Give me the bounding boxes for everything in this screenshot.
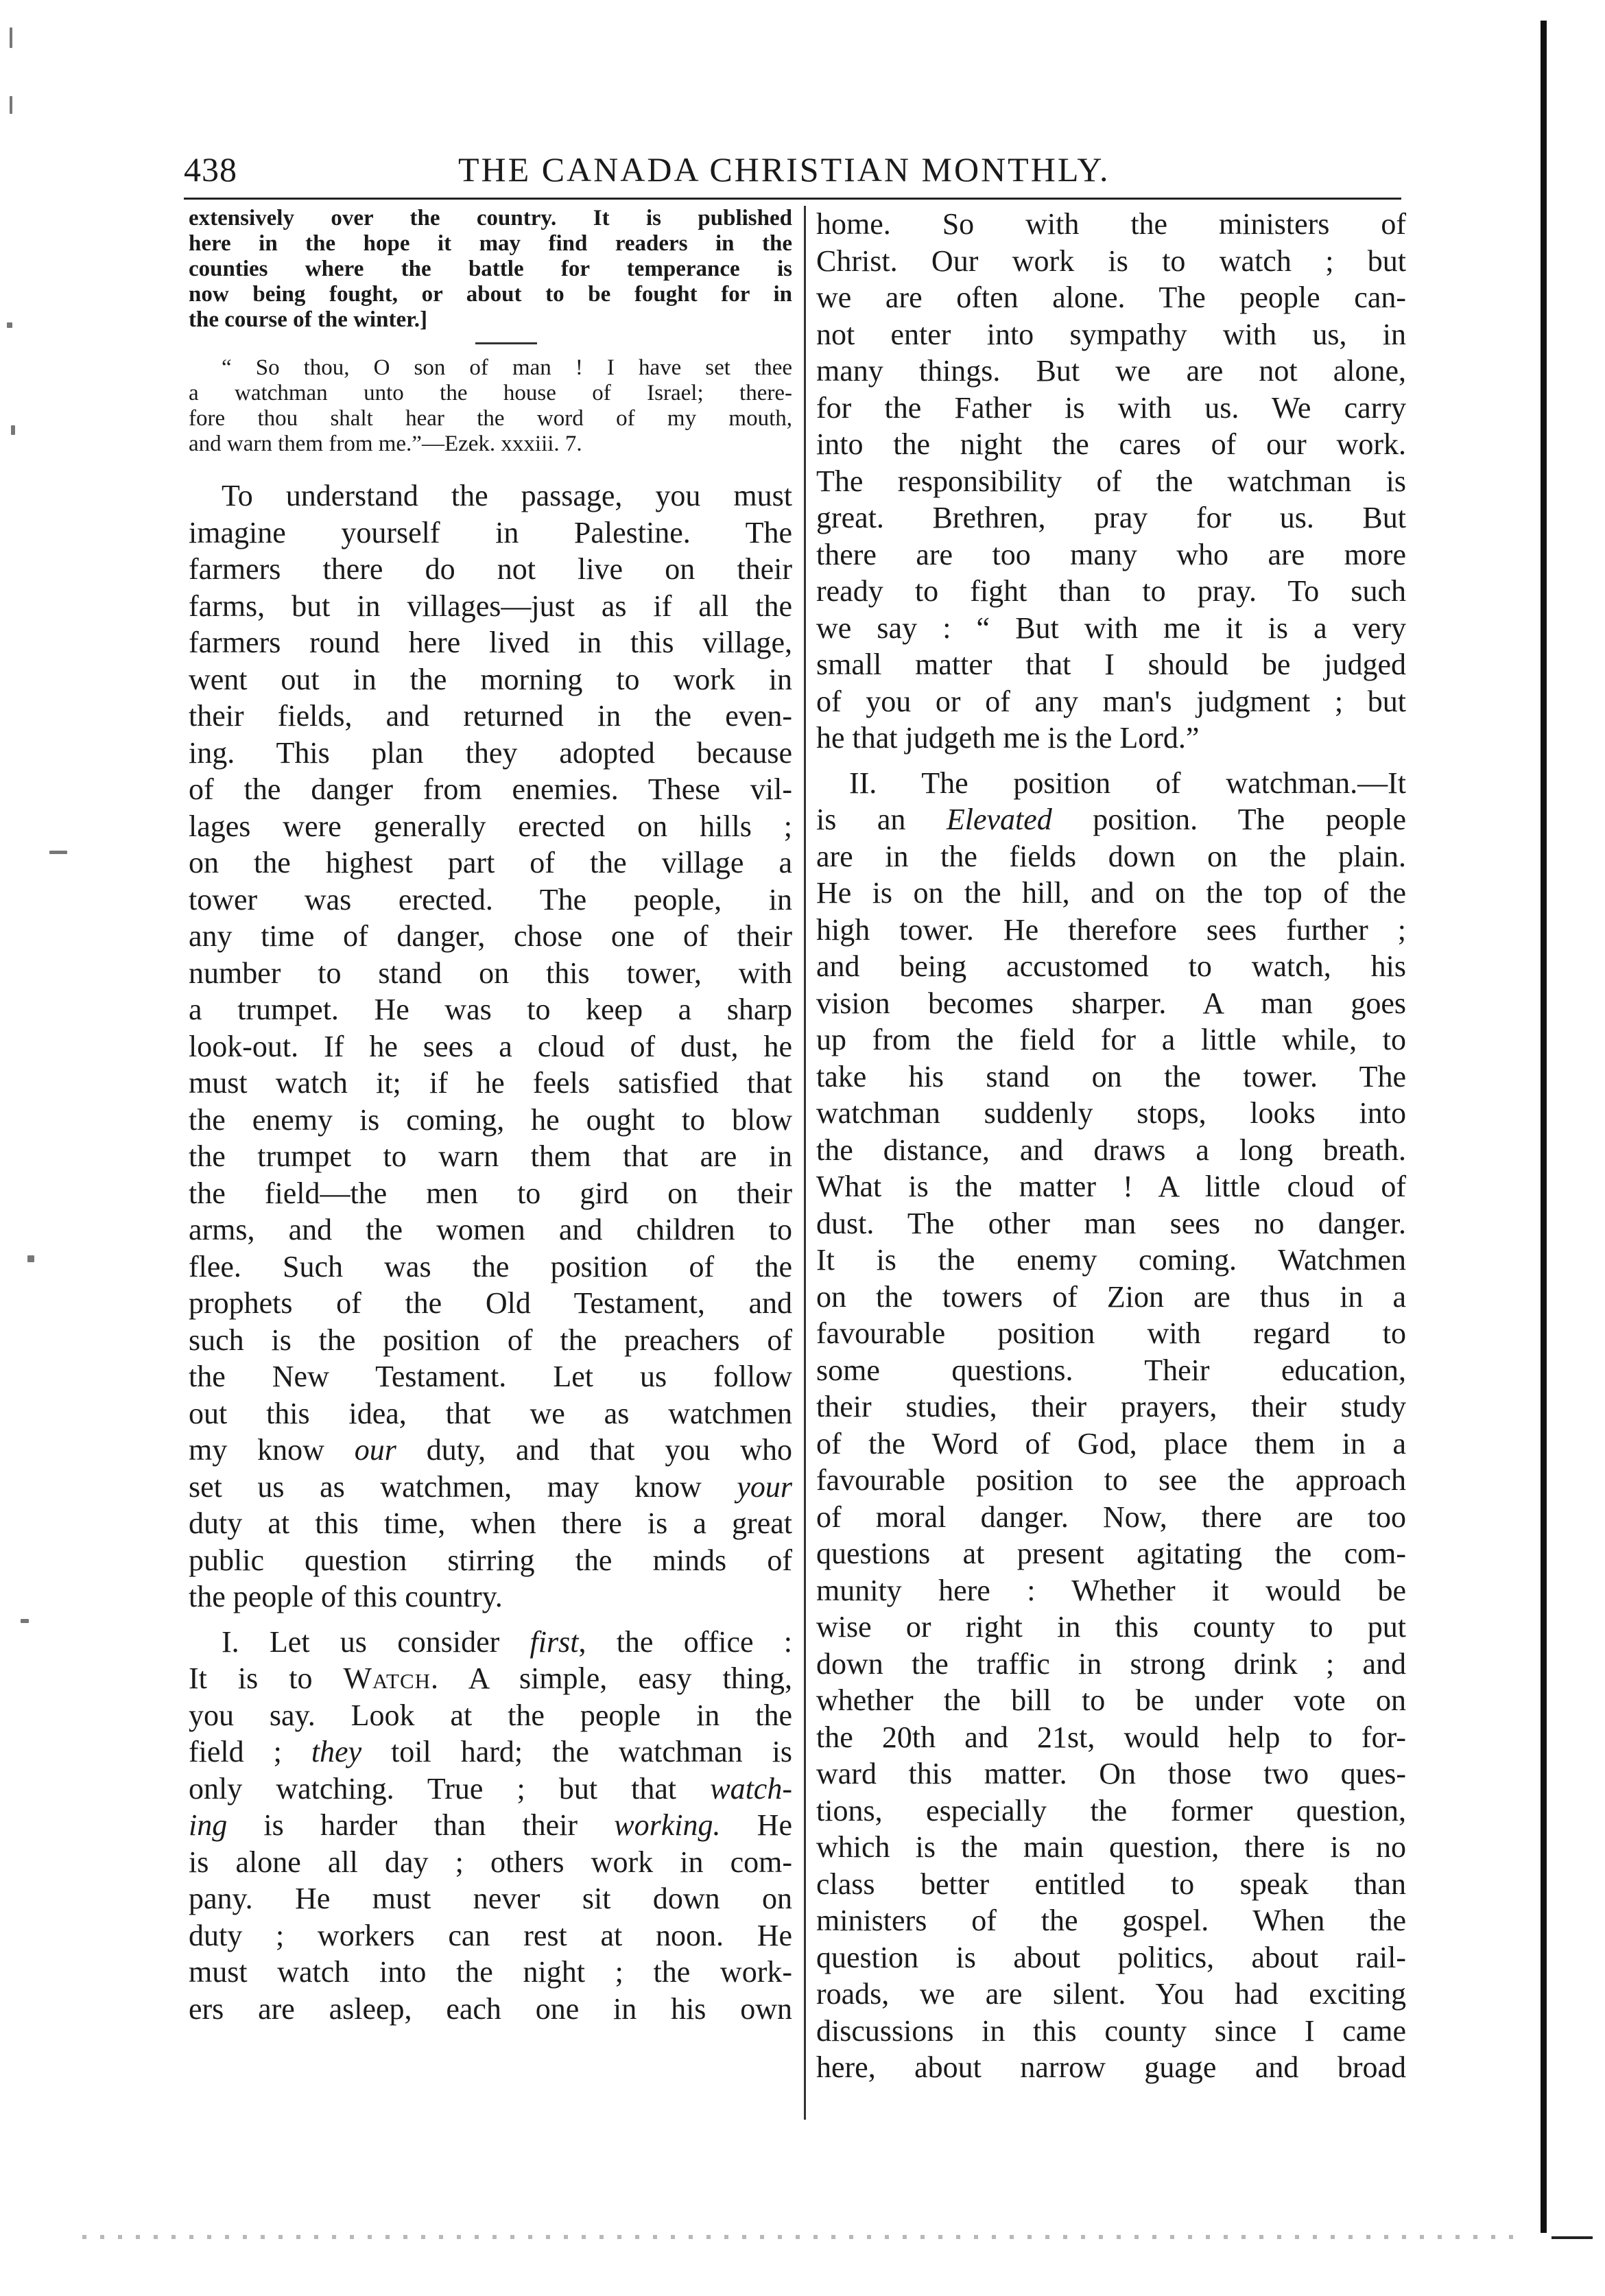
text-line: fore thou shalt hear the word of my mouth,: [189, 406, 792, 431]
text-line: tower was erected. The people, in: [189, 882, 792, 916]
text-line: watchman suddenly stops, looks into: [816, 1096, 1406, 1130]
text-line: farmers there do not live on their: [189, 552, 792, 586]
text-line: wise or right in this county to put: [816, 1610, 1406, 1644]
text-run: duty, and that you who: [396, 1433, 792, 1467]
text-line: the course of the winter.]: [189, 307, 427, 332]
text-line: there are too many who are more: [816, 537, 1406, 571]
paragraph-office: [189, 1624, 792, 2028]
text-line: some questions. Their education,: [816, 1353, 1406, 1387]
text-line: high tower. He therefore sees further ;: [816, 912, 1406, 947]
text-line: [189, 1660, 792, 1697]
italic-word: Elevated: [946, 803, 1052, 836]
text-run: position. The people: [1051, 803, 1406, 836]
text-line: roads, we are silent. You had exciting: [816, 1977, 1406, 2011]
text-line: of the danger from enemies. These vil-: [189, 772, 792, 806]
margin-rule: [1541, 21, 1547, 2233]
text-line: up from the field for a little while, to: [816, 1023, 1406, 1056]
text-line: of you or of any man's judgment ; but: [816, 684, 1406, 718]
text-line: out this idea, that we as watchmen: [189, 1396, 792, 1430]
text-line: ing. This plan they adopted because: [189, 735, 792, 770]
text-line: class better entitled to speak than: [816, 1867, 1406, 1901]
text-run: toil hard; the watchman is: [361, 1735, 792, 1768]
text-line: not enter into sympathy with us, in: [816, 317, 1406, 351]
text-line: ministers of the gospel. When the: [816, 1904, 1406, 1937]
paragraph-position: [816, 765, 1406, 2086]
scan-speck: [11, 425, 15, 435]
italic-word: watch-: [710, 1771, 792, 1806]
header-rule: [184, 198, 1401, 200]
text-line: [189, 1771, 792, 1808]
text-line: ready to fight than to pray. To such: [816, 574, 1406, 608]
text-line: imagine yourself in Palestine. The: [189, 515, 792, 549]
text-line: look-out. If he sees a cloud of dust, he: [189, 1029, 792, 1063]
italic-word: they: [311, 1735, 362, 1768]
text-line: discussions in this county since I came: [816, 2013, 1406, 2048]
scan-speck: [49, 851, 67, 854]
text-line: [189, 1733, 792, 1771]
text-run: , the office :: [578, 1624, 792, 1659]
text-line: we are often alone. The people can-: [816, 281, 1406, 314]
text-line: and warn them from me.”—Ezek. xxxiii. 7.: [189, 431, 582, 456]
bottom-scan-noise: [82, 2235, 1523, 2239]
text-run: is an: [816, 803, 947, 836]
text-line: duty at this time, when there is a great: [189, 1506, 792, 1540]
text-line: small matter that I should be judged: [816, 648, 1406, 681]
section-rule: [475, 342, 537, 344]
text-line: dust. The other man sees no danger.: [816, 1206, 1406, 1240]
text-line: their fields, and returned in the even-: [189, 699, 792, 733]
text-line: the New Testament. Let us follow: [189, 1360, 792, 1393]
text-line: farmers round here lived in this village,: [189, 626, 792, 659]
text-line: question is about politics, about rail-: [816, 1940, 1406, 1974]
text-line: take his stand on the tower. The: [816, 1059, 1406, 1093]
text-line: public question stirring the minds of: [189, 1543, 792, 1577]
scan-speck: [7, 322, 12, 328]
column-rule: [804, 206, 806, 2120]
text-line: [816, 801, 1406, 838]
text-line: for the Father is with us. We carry: [816, 390, 1406, 425]
text-line: the enemy is coming, he ought to blow: [189, 1102, 792, 1137]
scan-speck: [27, 1255, 34, 1262]
paragraph-intro: [189, 477, 792, 1616]
text-line: extensively over the country. It is published: [189, 206, 792, 230]
text-line: whether the bill to be under vote on: [816, 1683, 1406, 1717]
text-line: munity here : Whether it would be: [816, 1573, 1406, 1607]
text-line: [189, 1807, 792, 1844]
text-line: the trumpet to warn them that are in: [189, 1139, 792, 1173]
text-line: their studies, their prayers, their study: [816, 1390, 1406, 1423]
text-line: which is the main question, there is no: [816, 1830, 1406, 1864]
text-line: [189, 1624, 792, 1661]
text-line: down the traffic in strong drink ; and: [816, 1646, 1406, 1681]
text-line: ers are asleep, each one in his own: [189, 1991, 792, 2026]
text-line: He is on the hill, and on the top of the: [816, 876, 1406, 910]
text-line: duty ; workers can rest at noon. He: [189, 1918, 792, 1952]
text-line: such is the position of the preachers of: [189, 1323, 792, 1357]
text-line: favourable position with regard to: [816, 1316, 1406, 1350]
text-line: counties where the battle for temperance is: [189, 257, 792, 281]
small-caps-word: Watch.: [343, 1661, 440, 1695]
text-line: What is the matter ! A little cloud of: [816, 1170, 1406, 1203]
italic-word: ing: [189, 1808, 228, 1842]
text-line: here in the hope it may find readers in the: [189, 231, 792, 256]
text-line: It is the enemy coming. Watchmen: [816, 1243, 1406, 1277]
scan-speck: [21, 1619, 29, 1623]
text-line: a watchman unto the house of Israel; there-: [189, 381, 792, 405]
text-line: of the Word of God, place them in a: [816, 1426, 1406, 1460]
text-line: must watch it; if he feels satisfied that: [189, 1066, 792, 1100]
text-line: a trumpet. He was to keep a sharp: [189, 993, 792, 1026]
text-line: ward this matter. On those two ques-: [816, 1757, 1406, 1790]
text-line: are in the fields down on the plain.: [816, 839, 1406, 873]
text-line: great. Brethren, pray for us. But: [816, 501, 1406, 534]
right-column: [816, 206, 1406, 2086]
text-run: I. Let us consider: [222, 1624, 530, 1659]
text-line: into the night the cares of our work.: [816, 427, 1406, 461]
text-line: prophets of the Old Testament, and: [189, 1286, 792, 1320]
text-line: on the towers of Zion are thus in a: [816, 1279, 1406, 1314]
running-head: THE CANADA CHRISTIAN MONTHLY.: [458, 150, 1110, 189]
text-line: vision becomes sharper. A man goes: [816, 986, 1406, 1020]
text-line: The responsibility of the watchman is: [816, 464, 1406, 498]
text-line: must watch into the night ; the work-: [189, 1955, 792, 1989]
text-run: is harder than their: [227, 1808, 615, 1842]
text-line: the distance, and draws a long breath.: [816, 1133, 1406, 1167]
text-line: lages were generally erected on hills ;: [189, 809, 792, 843]
text-line: of moral danger. Now, there are too: [816, 1500, 1406, 1534]
text-line: here, about narrow guage and broad: [816, 2050, 1406, 2084]
text-line: on the highest part of the village a: [189, 846, 792, 879]
text-line: the people of this country.: [189, 1580, 503, 1613]
text-line: tions, especially the former question,: [816, 1793, 1406, 1827]
text-line: [189, 1469, 792, 1506]
text-run: It is to: [189, 1661, 344, 1695]
text-line: [189, 1432, 792, 1469]
text-line: farms, but in villages—just as if all the: [189, 589, 792, 623]
text-line: To understand the passage, you must: [222, 479, 792, 512]
text-line: pany. He must never sit down on: [189, 1882, 792, 1915]
text-line: the 20th and 21st, would help to for-: [816, 1720, 1406, 1754]
text-line: flee. Such was the position of the: [189, 1249, 792, 1283]
text-line: “ So thou, O son of man ! I have set thee: [222, 355, 792, 380]
text-line: you say. Look at the people in the: [189, 1698, 792, 1732]
text-run: A simple, easy thing,: [439, 1661, 792, 1695]
text-run: only watching. True ; but that: [189, 1771, 711, 1806]
text-line: and being accustomed to watch, his: [816, 949, 1406, 983]
text-run: field ;: [189, 1735, 311, 1768]
text-line: number to stand on this tower, with: [189, 956, 792, 990]
text-line: any time of danger, chose one of their: [189, 919, 792, 953]
italic-word: your: [737, 1469, 792, 1504]
italic-word: first: [530, 1624, 579, 1659]
text-line: he that judgeth me is the Lord.”: [816, 721, 1200, 755]
text-line: went out in the morning to work in: [189, 662, 792, 696]
text-line: questions at present agitating the com-: [816, 1537, 1406, 1570]
scan-speck: [10, 96, 12, 114]
text-line: home. So with the ministers of: [816, 207, 1406, 241]
scan-speck: [10, 27, 12, 48]
text-line: Christ. Our work is to watch ; but: [816, 244, 1406, 278]
text-run: my know: [189, 1433, 324, 1467]
margin-rule-foot: [1552, 2236, 1593, 2239]
text-line: arms, and the women and children to: [189, 1213, 792, 1246]
text-line: now being fought, or about to be fought for in: [189, 282, 792, 307]
text-line: we say : “ But with me it is a very: [816, 611, 1406, 645]
page-header: [0, 150, 1605, 198]
scripture-quote: [189, 355, 792, 457]
left-column: [189, 206, 792, 2027]
page-number: 438: [184, 150, 237, 189]
text-line: favourable position to see the approach: [816, 1463, 1406, 1497]
text-line: many things. But we are not alone,: [816, 354, 1406, 388]
italic-word: working.: [614, 1808, 721, 1842]
intro-note: [189, 206, 792, 333]
paragraph-continued: [816, 206, 1406, 757]
italic-word: our: [354, 1433, 396, 1467]
text-run: He: [720, 1808, 792, 1842]
text-run: set us as watchmen, may know: [189, 1469, 702, 1504]
text-line: II. The position of watchman.—It: [849, 766, 1406, 800]
text-line: is alone all day ; others work in com-: [189, 1845, 792, 1879]
text-line: the field—the men to gird on their: [189, 1176, 792, 1210]
